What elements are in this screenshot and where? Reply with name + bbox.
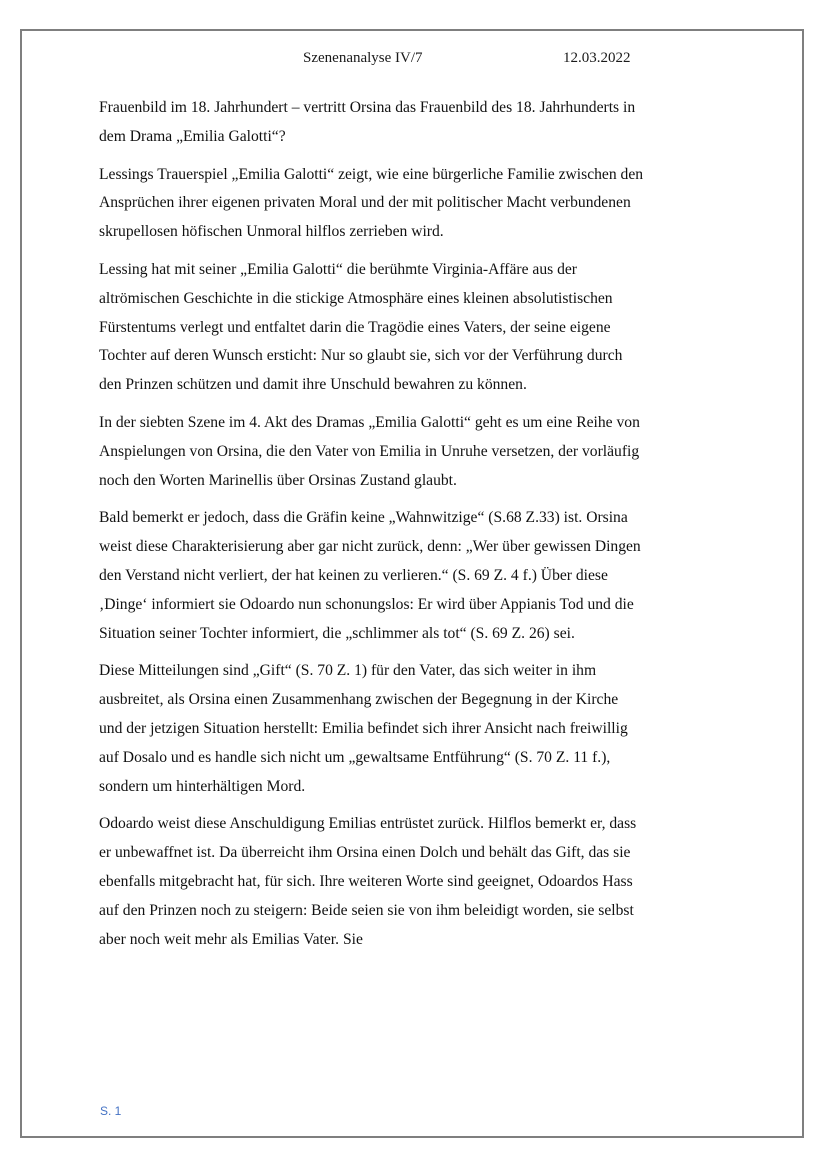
page-header — [0, 50, 828, 70]
document-date: 12.03.2022 — [563, 50, 631, 66]
paragraph: Bald bemerkt er jedoch, dass die Gräfin keine „Wahnwitzige“ (S.68 Z.33) ist. Orsina weist diese Charakterisierung aber gar nicht zurück, denn: „Wer über gewissen Dingen den Verstand nicht verliert, der hat keinen zu verlieren.“ (S. 69 Z. 4 f.) Über diese ‚Dinge‘ informiert sie Odoardo nun schonungslos: Er wird über Appianis Tod und die Situation seiner Tochter informiert, die „schlimmer als tot“ (S. 69 Z. 26) sei. — [99, 509, 641, 642]
page-number: S. 1 — [100, 1104, 122, 1118]
paragraph: In der siebten Szene im 4. Akt des Dramas „Emilia Galotti“ geht es um eine Reihe von Anspielungen von Orsina, die den Vater von Emilia in Unruhe versetzen, der vorläufig noch den Worten Marinellis über Orsinas Zustand glaubt. — [99, 413, 640, 489]
document-body — [99, 94, 644, 963]
document-title: Szenenanalyse IV/7 — [303, 50, 423, 66]
paragraph: Odoardo weist diese Anschuldigung Emilias entrüstet zurück. Hilflos bemerkt er, dass er unbewaffnet ist. Da überreicht ihm Orsina einen Dolch und behält das Gift, das sie ebenfalls mitgebracht hat, für sich. Ihre weiteren Worte sind geeignet, Odoardos Hass auf den Prinzen noch zu steigern: Beide seien sie von ihm beleidigt worden, sie selbst aber noch weit mehr als Emilias Vater. Sie — [99, 815, 637, 948]
paragraph: Diese Mitteilungen sind „Gift“ (S. 70 Z. 1) für den Vater, das sich weiter in ihm ausbreitet, als Orsina einen Zusammenhang zwischen der Begegnung in der Kirche und der jetzigen Situation herstellt: Emilia befindet sich ihrer Ansicht nach freiwillig auf Dosalo und es handle sich nicht um „gewaltsame Entführung“ (S. 70 Z. 11 f.), sondern um hinterhältigen Mord. — [99, 662, 628, 795]
paragraph: Lessing hat mit seiner „Emilia Galotti“ die berühmte Virginia-Affäre aus der altrömischen Geschichte in die stickige Atmosphäre eines kleinen absolutistischen Fürstentums verlegt und entfaltet darin die Tragödie eines Vaters, der seine eigene Tochter auf deren Wunsch ersticht: Nur so glaubt sie, sich vor der Verführung durch den Prinzen schützen und damit ihre Unschuld bewahren zu können. — [99, 260, 623, 394]
paragraph-heading-question: Frauenbild im 18. Jahrhundert – vertritt Orsina das Frauenbild des 18. Jahrhunderts in dem Drama „Emilia Galotti“? — [99, 99, 636, 145]
paragraph: Lessings Trauerspiel „Emilia Galotti“ zeigt, wie eine bürgerliche Familie zwischen den Ansprüchen ihrer eigenen privaten Moral und der mit politischer Macht verbundenen skrupellosen höfischen Unmoral hilflos zerrieben wird. — [99, 165, 644, 241]
